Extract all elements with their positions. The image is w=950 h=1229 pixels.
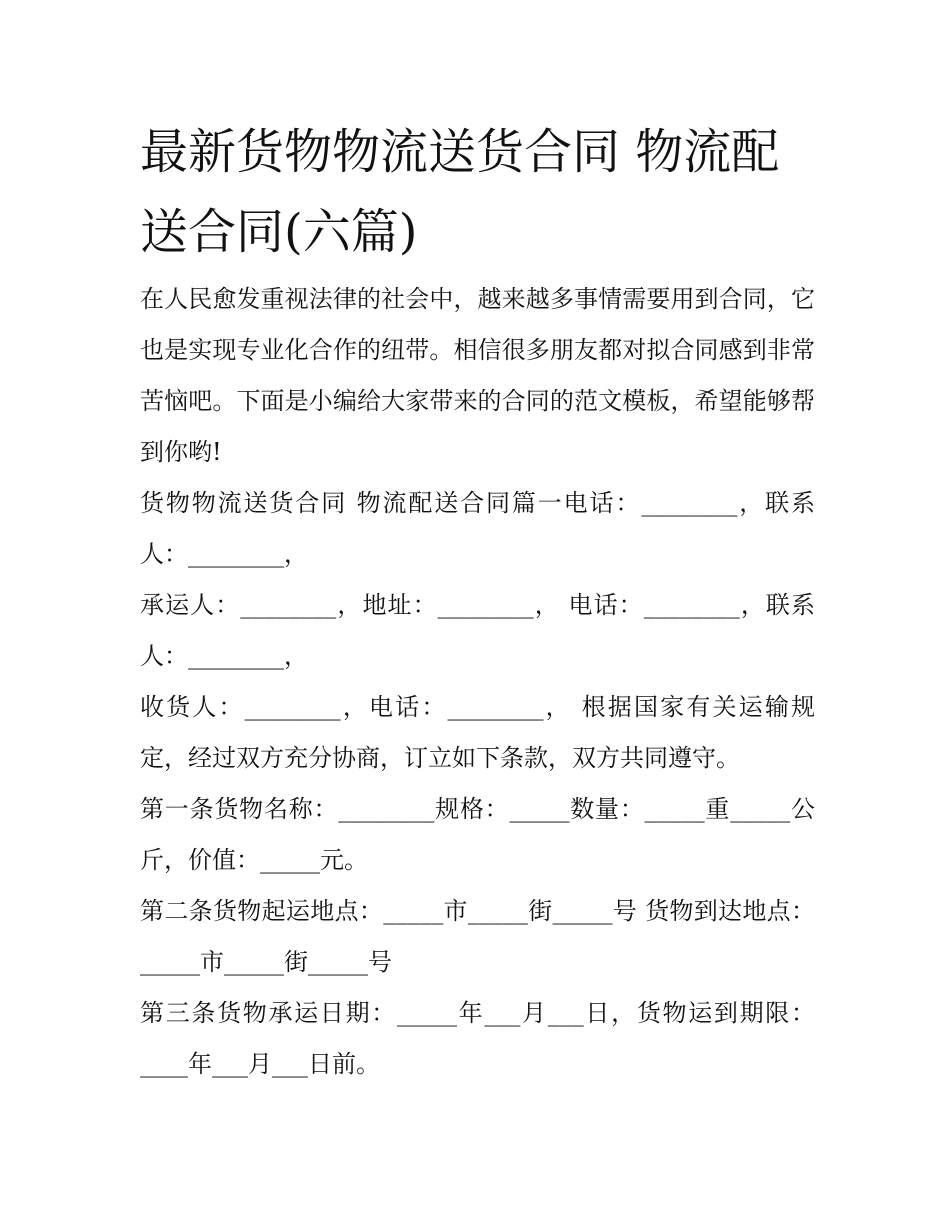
clause-1-paragraph: 第一条货物名称：________规格：_____数量：_____重_____公斤，价值：_____元。: [140, 795, 815, 874]
contract-header-paragraph: 货物物流送货合同 物流配送合同篇一电话：________，联系人：________，: [140, 489, 815, 568]
consignee-paragraph: 收货人：________，电话：________， 根据国家有关运输规定，经过双方充分协商，订立如下条款，双方共同遵守。: [140, 693, 815, 772]
carrier-paragraph: 承运人：________，地址：________， 电话：________，联系人：________，: [140, 591, 815, 670]
clause-2-paragraph: 第二条货物起运地点：_____市_____街_____号 货物到达地点：_____市_____街_____号: [140, 897, 815, 976]
clause-3-paragraph: 第三条货物承运日期：_____年___月___日，货物运到期限：____年___月___日前。: [140, 999, 815, 1078]
document-title: 最新货物物流送货合同 物流配送合同(六篇): [140, 124, 780, 260]
document-body: [140, 274, 815, 1090]
intro-paragraph: 在人民愈发重视法律的社会中，越来越多事情需要用到合同，它也是实现专业化合作的纽带。相信很多朋友都对拟合同感到非常苦恼吧。下面是小编给大家带来的合同的范文模板，希望能够帮到你哟!: [140, 285, 815, 466]
